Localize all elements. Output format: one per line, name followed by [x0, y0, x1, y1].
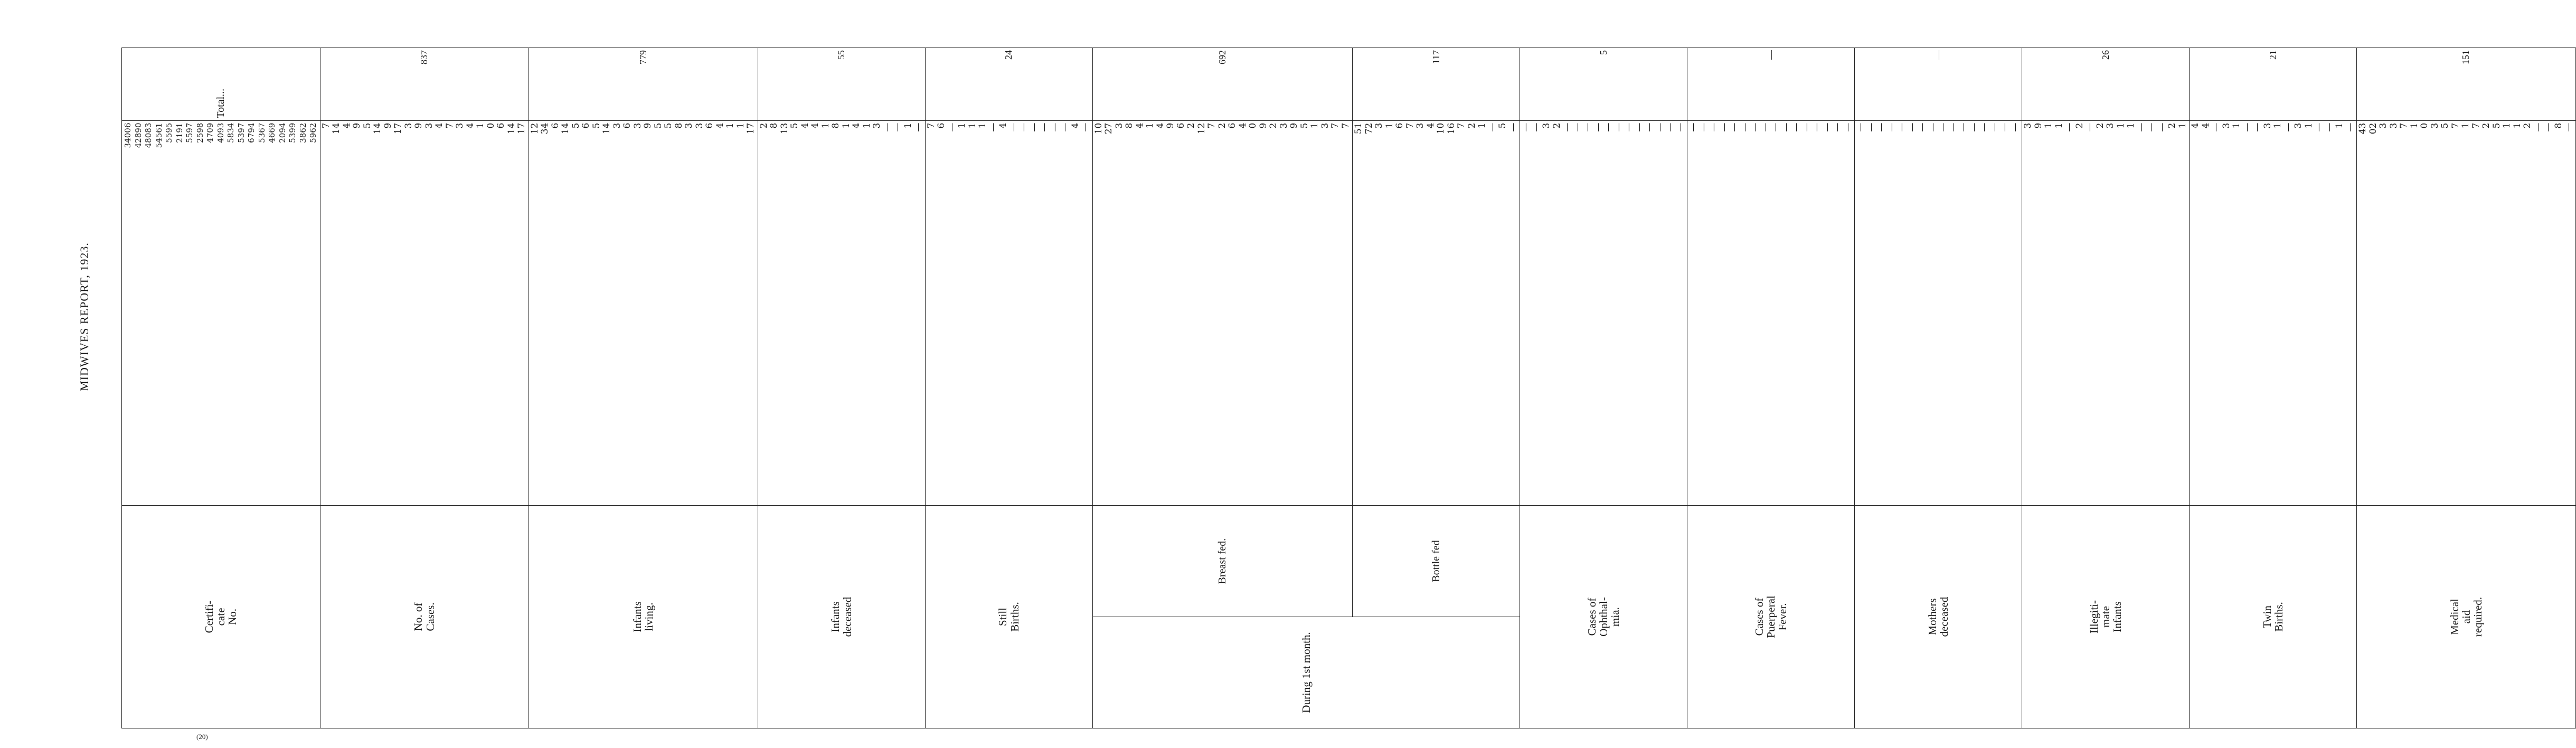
total-mothers_deceased: —	[1855, 48, 2022, 121]
total-infants_living: 779	[529, 48, 758, 121]
header-ophthalmia: Cases of Ophthal- mia.	[1520, 506, 1687, 728]
values-breast_fed: 10 27 3 8 4 1 4 9 6 2 12 7 2 6 4 0 9 2 3 9 5 1 3 7 7	[1092, 120, 1353, 505]
values-twin_births: 4 4 — 3 1 — — 3 1 — 3 1 — — 1 —	[2190, 120, 2357, 505]
row-infants_deceased	[758, 48, 925, 728]
values-certificate_no: 34006 42890 48083 54561 5595 2191 5597 2598 4709 4093 5834 5397 6794 5367 4669 2094 5399 3862 5962	[122, 120, 320, 505]
row-puerperal_fever	[1687, 48, 1855, 728]
row-illegitimate	[2022, 48, 2190, 728]
header-infants_deceased: Infants deceased	[758, 506, 925, 728]
values-puerperal_fever: — — — — — — — — — — — — — — — —	[1687, 120, 1855, 505]
row-cases	[320, 48, 529, 728]
header-certificate_no: Certifi- cate No.	[122, 506, 320, 728]
row-medical_aid	[2357, 48, 2576, 728]
total-twin_births: 21	[2190, 48, 2357, 121]
header-still_births: Still Births.	[925, 506, 1092, 728]
values-still_births: 7 6 — 1 1 1 — 4 — — — — — — 4 —	[925, 120, 1092, 505]
row-twin_births	[2190, 48, 2357, 728]
total-cases: 837	[320, 48, 529, 121]
header-cases: No. of Cases.	[320, 506, 529, 728]
subheader-breast_fed: Breast fed.	[1092, 506, 1353, 617]
page-title: MIDWIVES REPORT, 1923.	[78, 242, 91, 391]
values-illegitimate: 3 9 1 1 — 2 — 2 3 1 1 — — — 2 1	[2022, 120, 2190, 505]
row-still_births	[925, 48, 1092, 728]
group-header: During 1st month.	[1092, 617, 1520, 728]
values-mothers_deceased: — — — — — — — — — — — — — — — —	[1855, 120, 2022, 505]
total-still_births: 24	[925, 48, 1092, 121]
values-ophthalmia: — — 3 2 — — — — — — — — — — — —	[1520, 120, 1687, 505]
row-infants_living	[529, 48, 758, 728]
header-medical_aid: Medical aid required.	[2357, 506, 2576, 728]
values-medical_aid: 43 02 3 3 7 1 0 3 5 7 1 7 2 5 1 1 2 — — 8 —	[2357, 120, 2576, 505]
header-twin_births: Twin Births.	[2190, 506, 2357, 728]
values-infants_deceased: 2 8 13 5 4 4 1 8 1 4 1 3 — — 1 —	[758, 120, 925, 505]
subheader-bottle_fed: Bottle fed	[1353, 506, 1520, 617]
row-breast_fed	[1092, 48, 1353, 728]
total-puerperal_fever: —	[1687, 48, 1855, 121]
header-puerperal_fever: Cases of Puerperal Fever.	[1687, 506, 1855, 728]
row-ophthalmia	[1520, 48, 1687, 728]
total-infants_deceased: 55	[758, 48, 925, 121]
header-mothers_deceased: Mothers deceased	[1855, 506, 2022, 728]
header-illegitimate: Illegiti- mate Infants	[2022, 506, 2190, 728]
row-certificate_no	[122, 48, 320, 728]
total-ophthalmia: 5	[1520, 48, 1687, 121]
rotated-table-wrapper	[121, 48, 2574, 728]
values-infants_living: 12 34 6 14 5 6 5 14 3 6 3 9 5 5 8 3 3 6 4 1 1 17	[529, 120, 758, 505]
total-certificate_no: Total...	[122, 48, 320, 121]
total-bottle_fed: 117	[1353, 48, 1520, 121]
midwives-register-table	[121, 48, 2576, 728]
total-breast_fed: 692	[1092, 48, 1353, 121]
values-cases: 7 14 4 9 5 14 9 17 3 9 3 4 7 3 4 1 0 6 14 17	[320, 120, 529, 505]
header-infants_living: Infants living.	[529, 506, 758, 728]
total-illegitimate: 26	[2022, 48, 2190, 121]
total-medical_aid: 151	[2357, 48, 2576, 121]
page-number: (20)	[196, 733, 208, 741]
values-bottle_fed: 51 72 3 1 6 7 3 4 10 16 7 2 1 — 5 —	[1353, 120, 1520, 505]
row-mothers_deceased	[1855, 48, 2022, 728]
